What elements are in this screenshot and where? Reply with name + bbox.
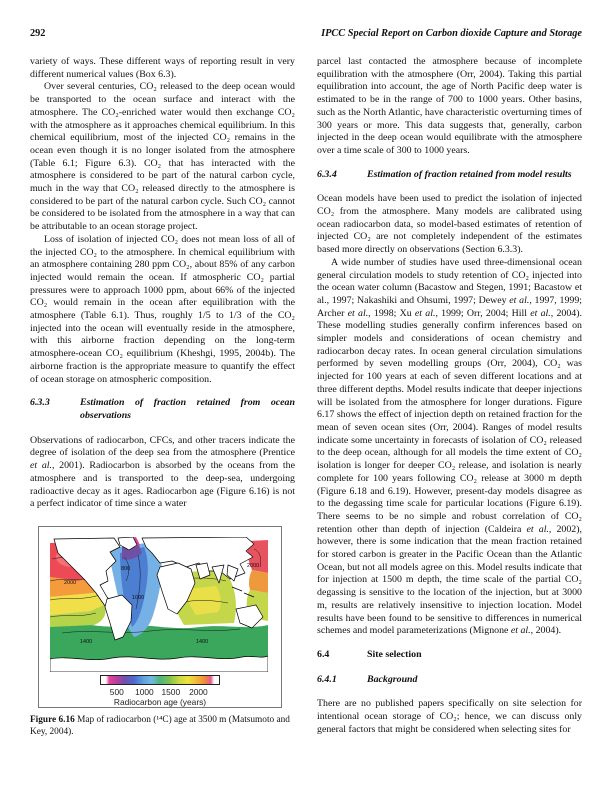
colorbar-tick: 1000	[135, 686, 154, 697]
paragraph: There are no published papers specifically on site selection for intentional ocean storage of CO₂; hence, we can discuss only general factors that might be considered when selecting sites for	[317, 698, 582, 735]
section-heading-6-3-4	[317, 169, 582, 182]
map-contour-label: 1400	[80, 638, 93, 645]
paragraph: Over several centuries, CO₂ released to the deep ocean would be transported to the ocean surface and interact with the atmosphere. The CO₂-enriched water would then exchange CO₂ with the atmosphere as it approaches chemical equilibrium. In this chemical equilibrium, most of the injected CO₂ remains in the ocean even though it is no longer isolated from the atmosphere (Table 6.1; Figure 6.3). CO₂ that has interacted with the atmosphere is considered to be part of the natural carbon cycle, much in the way that CO₂ released directly to the atmosphere is considered to be part of the natural carbon cycle. Such CO₂ cannot be considered to be isolated from the atmosphere in a way that can be attributable to an ocean storage project.	[30, 81, 295, 233]
map-contour-label: 2000	[247, 562, 260, 569]
colorbar-gradient	[100, 675, 220, 685]
radiocarbon-age-world-map	[50, 537, 268, 672]
paragraph: Ocean models have been used to predict the isolation of injected CO₂ from the atmosphere. Many models are calibrated using ocean radiocarbon data, so model-based estimates of retention of injected CO₂ are not completely independent of the estimates based more directly on observations (Section 6.3.3).	[317, 193, 582, 256]
section-number: 6.4.1	[317, 673, 337, 685]
paragraph: variety of ways. These different ways of reporting result in very different numerical values (Box 6.3).	[30, 56, 295, 80]
paragraph: Observations of radiocarbon, CFCs, and other tracers indicate the degree of isolation of the deep sea from the atmosphere (Prentice et al., 2001). Radiocarbon is absorbed by the oceans from the atmosphere and is transported to the deep-sea, undergoing radioactive decay as it ages. Radiocarbon age (Figure 6.16) is not a perfect indicator of time since a water	[30, 434, 296, 510]
page-number: 292	[30, 28, 46, 39]
left-column	[30, 56, 295, 738]
figure-caption	[30, 714, 295, 738]
section-number: 6.3.4	[317, 168, 337, 180]
running-title: IPCC Special Report on Carbon dioxide Capture and Storage	[321, 28, 582, 39]
paragraph: parcel last contacted the atmosphere because of incomplete equilibration with the atmosphere (Orr, 2004). Taking this partial equilibration into account, the age of North Pacific deep water is estimated to be in the range of 700 to 1000 years. Other basins, such as the North Atlantic, have characteristic overturning times of 300 years or more. This data suggests that, generally, carbon injected in the deep ocean would equilibrate with the atmosphere over a time scale of 300 to 1000 years.	[317, 56, 582, 156]
section-number: 6.4	[317, 648, 330, 660]
map-contour-label: 800	[121, 565, 131, 572]
figure-caption-text: Map of radiocarbon (¹⁴C) age at 3500 m (Matsumoto and Key, 2004).	[30, 714, 290, 737]
colorbar-tick: 2000	[189, 686, 208, 697]
colorbar-tick: 1500	[161, 686, 181, 697]
section-heading-6-4-1	[317, 674, 582, 687]
section-heading-6-3-3	[30, 397, 295, 422]
right-column	[317, 56, 582, 738]
figure-6-16	[30, 526, 295, 738]
paragraph: A wide number of studies have used three-dimensional ocean general circulation models to study retention of CO₂ injected into the ocean water column (Bacastow and Stegen, 1991; Bacastow et al., 1997; Nakashiki and Ohsumi, 1997; Dewey et al., 1997, 1999; Archer et al., 1998; Xu et al., 1999; Orr, 2004; Hill et al., 2004). These modelling studies generally confirm inferences based on simpler models and considerations of ocean chemistry and radiocarbon decay rates. In ocean general circulation simulations performed by seven modelling groups (Orr, 2004), CO₂ was injected for 100 years at each of seven different locations and at three different depths. Model results indicate that deeper injections will be isolated from the atmosphere for longer durations. Figure 6.17 shows the effect of injection depth on retained fraction for the mean of seven ocean sites (Orr, 2004). Ranges of model results indicate some uncertainty in forecasts of isolation of CO₂ released to the deep ocean, although for all models the time extent of CO₂ isolation is longer for deeper CO₂ release, and isolation is nearly complete for 100 years following CO₂ release at 3000 m depth (Figure 6.18 and 6.19). However, present-day models disagree as to the degassing time scale for particular locations (Figure 6.19). There seems to be no simple and robust correlation of CO₂ retention other than depth of injection (Caldeira et al., 2002), however, there is some indication that the mean fraction retained for stored carbon is greater in the Pacific Ocean than the Atlantic Ocean, but not all models agree on this. Model results indicate that for injection at 1500 m depth, the time scale of the partial CO₂ degassing is sensitive to the location of the injection, but at 3000 m, results are relatively insensitive to injection location. Model results have been found to be sensitive to differences in numerical schemes and model parameterizations (Mignone et al., 2004).	[317, 256, 583, 637]
figure-caption-label: Figure 6.16	[30, 714, 75, 725]
section-heading-6-4	[317, 649, 582, 662]
colorbar-axis-label: Radiocarbon age (years)	[113, 696, 207, 707]
colorbar-tick-labels	[100, 685, 220, 695]
section-title: Estimation of fraction retained from ocean observations	[80, 397, 295, 421]
map-contour-label: 1000	[132, 594, 145, 601]
section-number: 6.3.3	[30, 397, 50, 409]
section-title: Site selection	[367, 648, 422, 660]
colorbar-legend	[100, 675, 220, 709]
section-title: Estimation of fraction retained from model results	[367, 168, 572, 180]
page-header	[30, 28, 582, 39]
section-title: Background	[367, 673, 418, 685]
map-contour-label: 2000	[64, 579, 77, 586]
map-contour-label: 1400	[196, 638, 209, 645]
two-column-body	[30, 56, 582, 738]
paragraph: Loss of isolation of injected CO₂ does not mean loss of all of the injected CO₂ to the atmosphere. In chemical equilibrium with an atmosphere containing 280 ppm CO₂, about 85% of any carbon injected would remain the ocean. If atmospheric CO₂ partial pressures were to approach 1000 ppm, about 66% of the injected CO₂ would remain in the ocean after equilibration with the atmosphere (Table 6.1). Thus, roughly 1/5 to 1/3 of the CO₂ injected into the ocean will eventually reside in the atmosphere, with this airborne fraction depending on the long-term atmosphere-ocean CO₂ equilibrium (Kheshgi, 1995, 2004b). The airborne fraction is the appropriate measure to quantify the effect of ocean storage on atmospheric composition.	[30, 233, 295, 385]
colorbar-tick: 500	[109, 686, 124, 697]
figure-frame	[38, 526, 282, 708]
